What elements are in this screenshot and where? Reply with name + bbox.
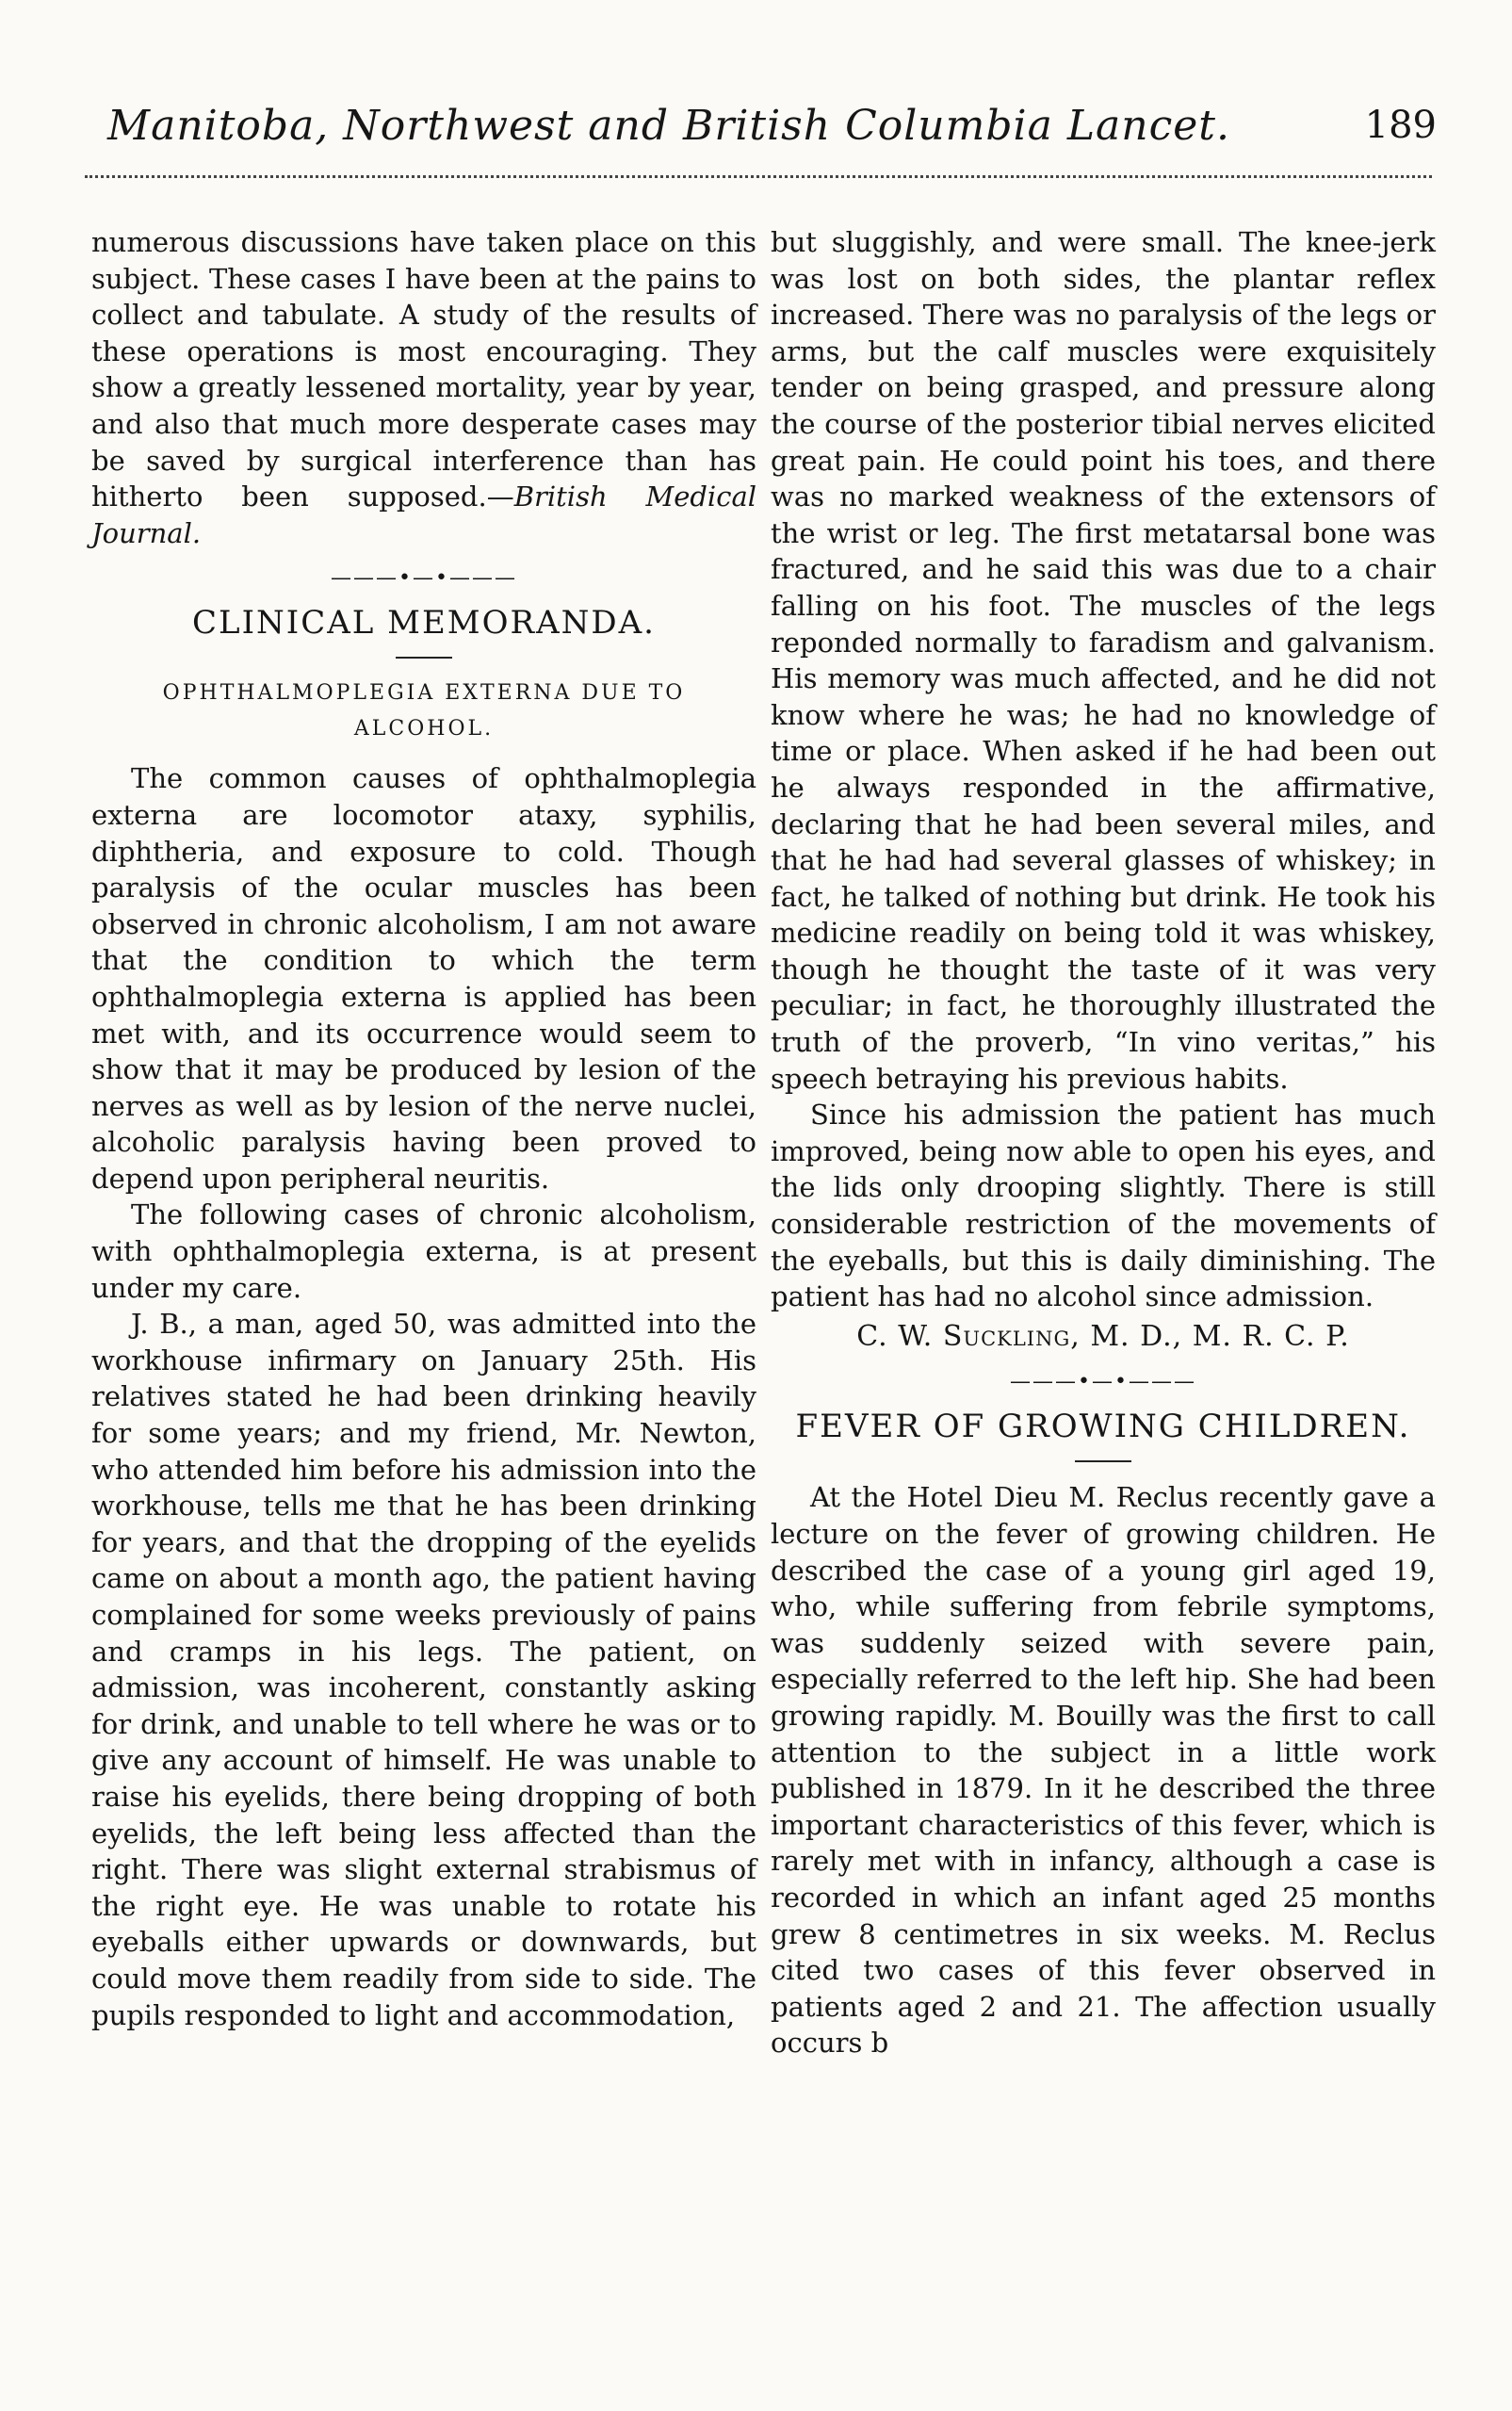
short-rule [396,657,452,659]
paragraph-following-cases: The following cases of chronic alcoholism, with ophthalmoplegia externa, is at present under my care. [91,1198,756,1304]
ornament-divider: ———•—•——— [331,566,517,591]
right-column [771,224,1436,2061]
paragraph-case-report: J. B., a man, aged 50, was admitted into the workhouse infirmary on January 25th. His relatives stated he had been drinking heavily for some years; and my friend, Mr. Newton, who attended him before his admission into the workhouse, tells me that he has been drinking for years, and that the dropping of the eyelids came on about a month ago, the patient having complained for some weeks previously of pains and cramps in his legs. The patient, on admission, was incoherent, constantly asking for drink, and unable to tell where he was or to give any account of himself. He was unable to raise his eyelids, there being dropping of both eyelids, the left being less affected than the right. There was slight external strabismus of the right eye. He was unable to rotate his eyeballs either upwards or downwards, but could move them readily from side to side. The pupils responded to light and accommodation, [91,1308,756,2031]
article-subheading: OPHTHALMOPLEGIA EXTERNA DUE TO ALCOHOL. [162,681,686,741]
paragraph-reclus-lecture: At the Hotel Dieu M. Reclus recently gave a lecture on the fever of growing children. He described the case of a young girl aged 19, who, while suffering from febrile symptoms, was suddenly seized with severe pain, especially referred to the left hip. She had been growing rapidly. M. Bouilly was the first to call attention to the subject in a little work published in 1879. In it he described the three important characteristics of this fever, which is rarely met with in infancy, although a case is recorded in which an infant aged 25 months grew 8 centimetres in six weeks. M. Reclus cited two cases of this fever observed in patients aged 2 and 21. The affection usually occurs b [771,1481,1436,2060]
section-title-fever: FEVER OF GROWING CHILDREN. [795,1408,1411,1446]
paragraph-surgical-conclusion [91,224,756,551]
running-head [0,102,1512,158]
section-title-clinical-memoranda: CLINICAL MEMORANDA. [191,604,656,643]
left-column [91,224,756,2033]
paragraph-text: numerous discussions have taken place on this subject. These cases I have been at the pains to collect and tabulate. A study of the results of these operations is most encouraging. They show a greatly lessened mortality, year by year, and also that much more desperate cases may be saved by surgical interference than has hitherto been supposed.— [91,226,756,513]
paragraph-improvement: Since his admission the patient has much improved, being now able to open his eyes, and the lids only drooping slightly. There is still considerable restriction of the movements of the eyeballs, but this is daily diminishing. The patient has had no alcohol since admission. [771,1099,1436,1313]
ornament-divider: ———•—•——— [1010,1370,1196,1394]
author-signature: C. W. Suckling, M. D., M. R. C. P. [856,1319,1350,1353]
paragraph-case-continued: but sluggishly, and were small. The knee-jerk was lost on both sides, the plantar reflex increased. There was no paralysis of the legs or arms, but the calf muscles were exquisitely tender on being grasped, and pressure along the course of the posterior tibial nerves elicited great pain. He could point his toes, and there was no marked weakness of the extensors of the wrist or leg. The first metatarsal bone was fractured, and he said this was due to a chair falling on his foot. The muscles of the legs reponded normally to faradism and galvanism. His memory was much affected, and he did not know where he was; he had no knowledge of time or place. When asked if he had been out he always responded in the affirmative, declaring that he had been several miles, and that he had had several glasses of whiskey; in fact, he talked of nothing but drink. He took his medicine readily on being told it was whiskey, though he thought the taste of it was very peculiar; in fact, he thoroughly illustrated the truth of the proverb, “In vino veritas,” his speech betraying his previous habits. [771,226,1436,1095]
header-rule [85,175,1432,178]
page-number: 189 [1364,104,1437,147]
citation-source: British Medical Journal. [91,481,757,549]
paragraph-causes: The common causes of ophthalmoplegia externa are locomotor ataxy, syphilis, diphtheria, and exposure to cold. Though paralysis of the ocular muscles has been observed in chronic alcoholism, I am not aware that the condition to which the term ophthalmoplegia externa is applied has been met with, and its occurrence would seem to show that it may be produced by lesion of the nerves as well as by lesion of the nerve nuclei, alcoholic paralysis having been proved to depend upon peripheral neuritis. [91,762,756,1195]
short-rule [1075,1460,1131,1462]
journal-title: Manitoba, Northwest and British Columbia Lancet. [107,102,1230,150]
